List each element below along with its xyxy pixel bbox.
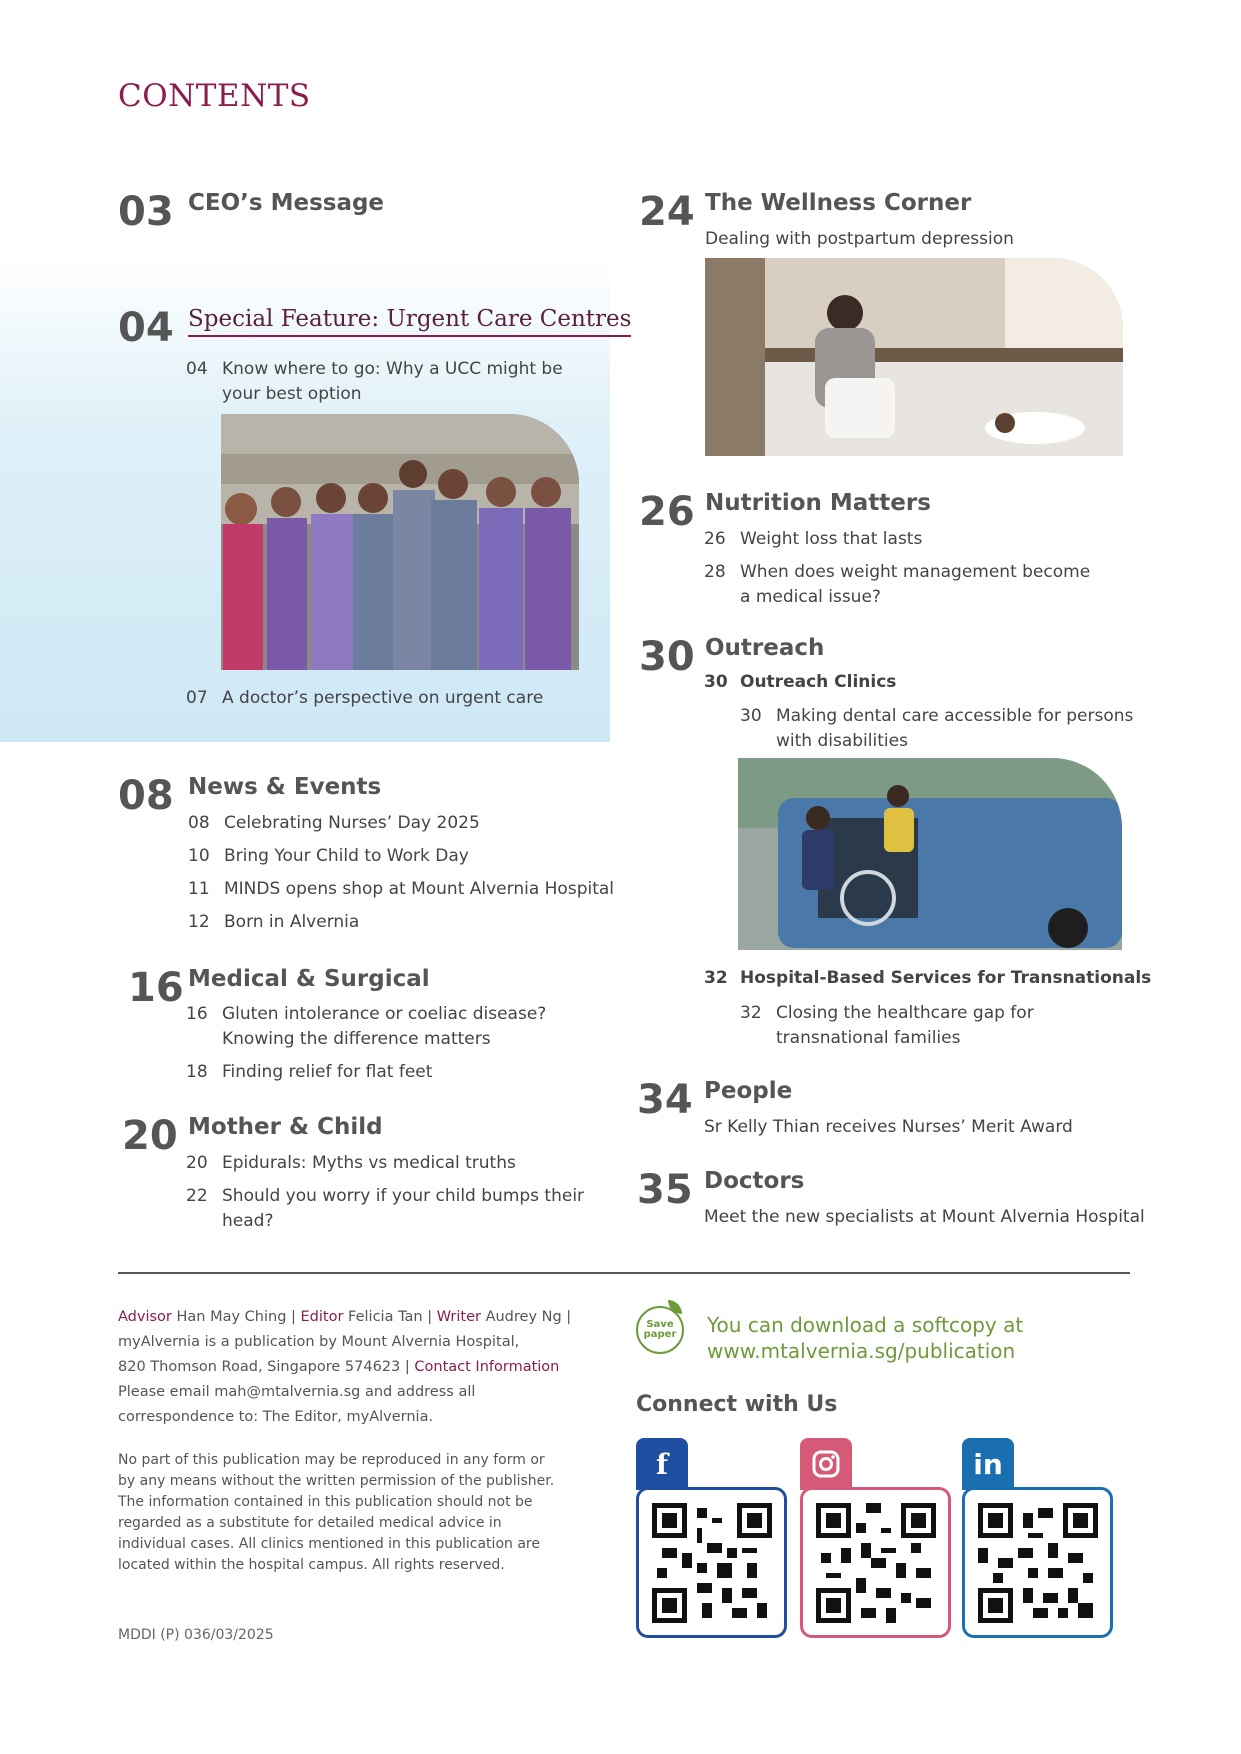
nurses-team-photo <box>221 414 579 670</box>
doctors-page-number: 35 <box>637 1167 693 1213</box>
wellness-section-title[interactable]: The Wellness Corner <box>705 190 972 216</box>
ceo-page-number: 03 <box>118 189 174 235</box>
footer-divider <box>118 1272 1130 1274</box>
people-section-title[interactable]: People <box>704 1078 793 1104</box>
outreach-clinics[interactable]: 30 Outreach Clinics <box>704 672 897 692</box>
nutrition-item-2[interactable]: 28 When does weight management become a medical issue? <box>704 562 1091 607</box>
medical-page-number: 16 <box>128 965 184 1011</box>
news-item-4[interactable]: 12 Born in Alvernia <box>188 912 360 932</box>
credits: Advisor Han May Ching | Editor Felicia Tan | Writer Audrey Ng | myAlvernia is a publication by Mount Alvernia Hospital, 820 Thomson Road, Singapore 574623 | Contact Information Please email mah@mtalvernia.sg and address all correspondence to: The Editor, myAlvernia. <box>118 1309 572 1425</box>
qr-pattern <box>978 1503 1098 1623</box>
qr-pattern <box>652 1503 772 1623</box>
doctors-section-title[interactable]: Doctors <box>704 1168 805 1194</box>
mother-item-2[interactable]: 22 Should you worry if your child bumps their head? <box>186 1186 585 1231</box>
instagram-icon[interactable] <box>800 1438 852 1490</box>
people-subtitle[interactable]: Sr Kelly Thian receives Nurses’ Merit Award <box>704 1117 1073 1137</box>
page-title: CONTENTS <box>118 78 311 114</box>
mother-page-number: 20 <box>122 1113 178 1159</box>
contact-information-link[interactable]: Contact Information <box>414 1359 560 1375</box>
qr-pattern <box>816 1503 936 1623</box>
save-paper-icon: Save paper <box>636 1306 684 1354</box>
hospital-item[interactable]: 32 Closing the healthcare gap for transnational families <box>740 1003 1034 1048</box>
download-text[interactable]: You can download a softcopy at www.mtalvernia.sg/publication <box>707 1313 1024 1363</box>
facebook-qr-code[interactable] <box>636 1487 787 1638</box>
outreach-page-number: 30 <box>639 634 695 680</box>
news-item-1[interactable]: 08 Celebrating Nurses’ Day 2025 <box>188 813 480 833</box>
special-item-1[interactable]: 04 Know where to go: Why a UCC might be your best option <box>186 359 563 404</box>
news-page-number: 08 <box>118 773 174 819</box>
mother-item-1[interactable]: 20 Epidurals: Myths vs medical truths <box>186 1153 516 1173</box>
outreach-clinic-item[interactable]: 30 Making dental care accessible for persons with disabilities <box>740 706 1134 751</box>
ceo-section-title[interactable]: CEO’s Message <box>188 190 385 216</box>
linkedin-qr-code[interactable] <box>962 1487 1113 1638</box>
hospital-based-services[interactable]: 32 Hospital-Based Services for Transnationals <box>704 968 1152 988</box>
special-item-2[interactable]: 07 A doctor’s perspective on urgent care <box>186 686 543 711</box>
item-number: 04 <box>186 359 208 379</box>
linkedin-icon[interactable]: in <box>962 1438 1014 1490</box>
mddi-number: MDDI (P) 036/03/2025 <box>118 1627 274 1643</box>
medical-item-1[interactable]: 16 Gluten intolerance or coeliac disease? Knowing the difference matters <box>186 1004 547 1049</box>
nutrition-item-1[interactable]: 26 Weight loss that lasts <box>704 529 923 549</box>
special-section-title[interactable]: Special Feature: Urgent Care Centres <box>188 306 631 337</box>
postpartum-photo <box>705 258 1123 456</box>
publication-url: www.mtalvernia.sg/publication <box>707 1339 1016 1363</box>
facebook-icon[interactable]: f <box>636 1438 688 1490</box>
medical-item-2[interactable]: 18 Finding relief for flat feet <box>186 1062 433 1082</box>
news-section-title[interactable]: News & Events <box>188 774 382 800</box>
news-item-3[interactable]: 11 MINDS opens shop at Mount Alvernia Hospital <box>188 879 615 899</box>
instagram-qr-code[interactable] <box>800 1487 951 1638</box>
outreach-section-title[interactable]: Outreach <box>705 635 825 661</box>
doctors-subtitle[interactable]: Meet the new specialists at Mount Alvernia Hospital <box>704 1207 1145 1227</box>
disclaimer: No part of this publication may be reproduced in any form or by any means without the written permission of the publisher. The information contained in this publication should not be regarded as a substitute for detailed medical advice in individual cases. All clinics mentioned in this publication are located within the hospital campus. All rights reserved. <box>118 1452 555 1573</box>
connect-heading: Connect with Us <box>636 1392 838 1417</box>
item-number: 07 <box>186 688 208 708</box>
wellness-page-number: 24 <box>639 189 695 235</box>
news-item-2[interactable]: 10 Bring Your Child to Work Day <box>188 846 469 866</box>
nutrition-section-title[interactable]: Nutrition Matters <box>705 490 931 516</box>
medical-section-title[interactable]: Medical & Surgical <box>188 966 430 992</box>
mother-section-title[interactable]: Mother & Child <box>188 1114 383 1140</box>
nutrition-page-number: 26 <box>639 489 695 535</box>
wellness-subtitle[interactable]: Dealing with postpartum depression <box>705 229 1014 249</box>
outreach-van-photo <box>738 758 1122 950</box>
people-page-number: 34 <box>637 1077 693 1123</box>
special-page-number: 04 <box>118 305 174 351</box>
